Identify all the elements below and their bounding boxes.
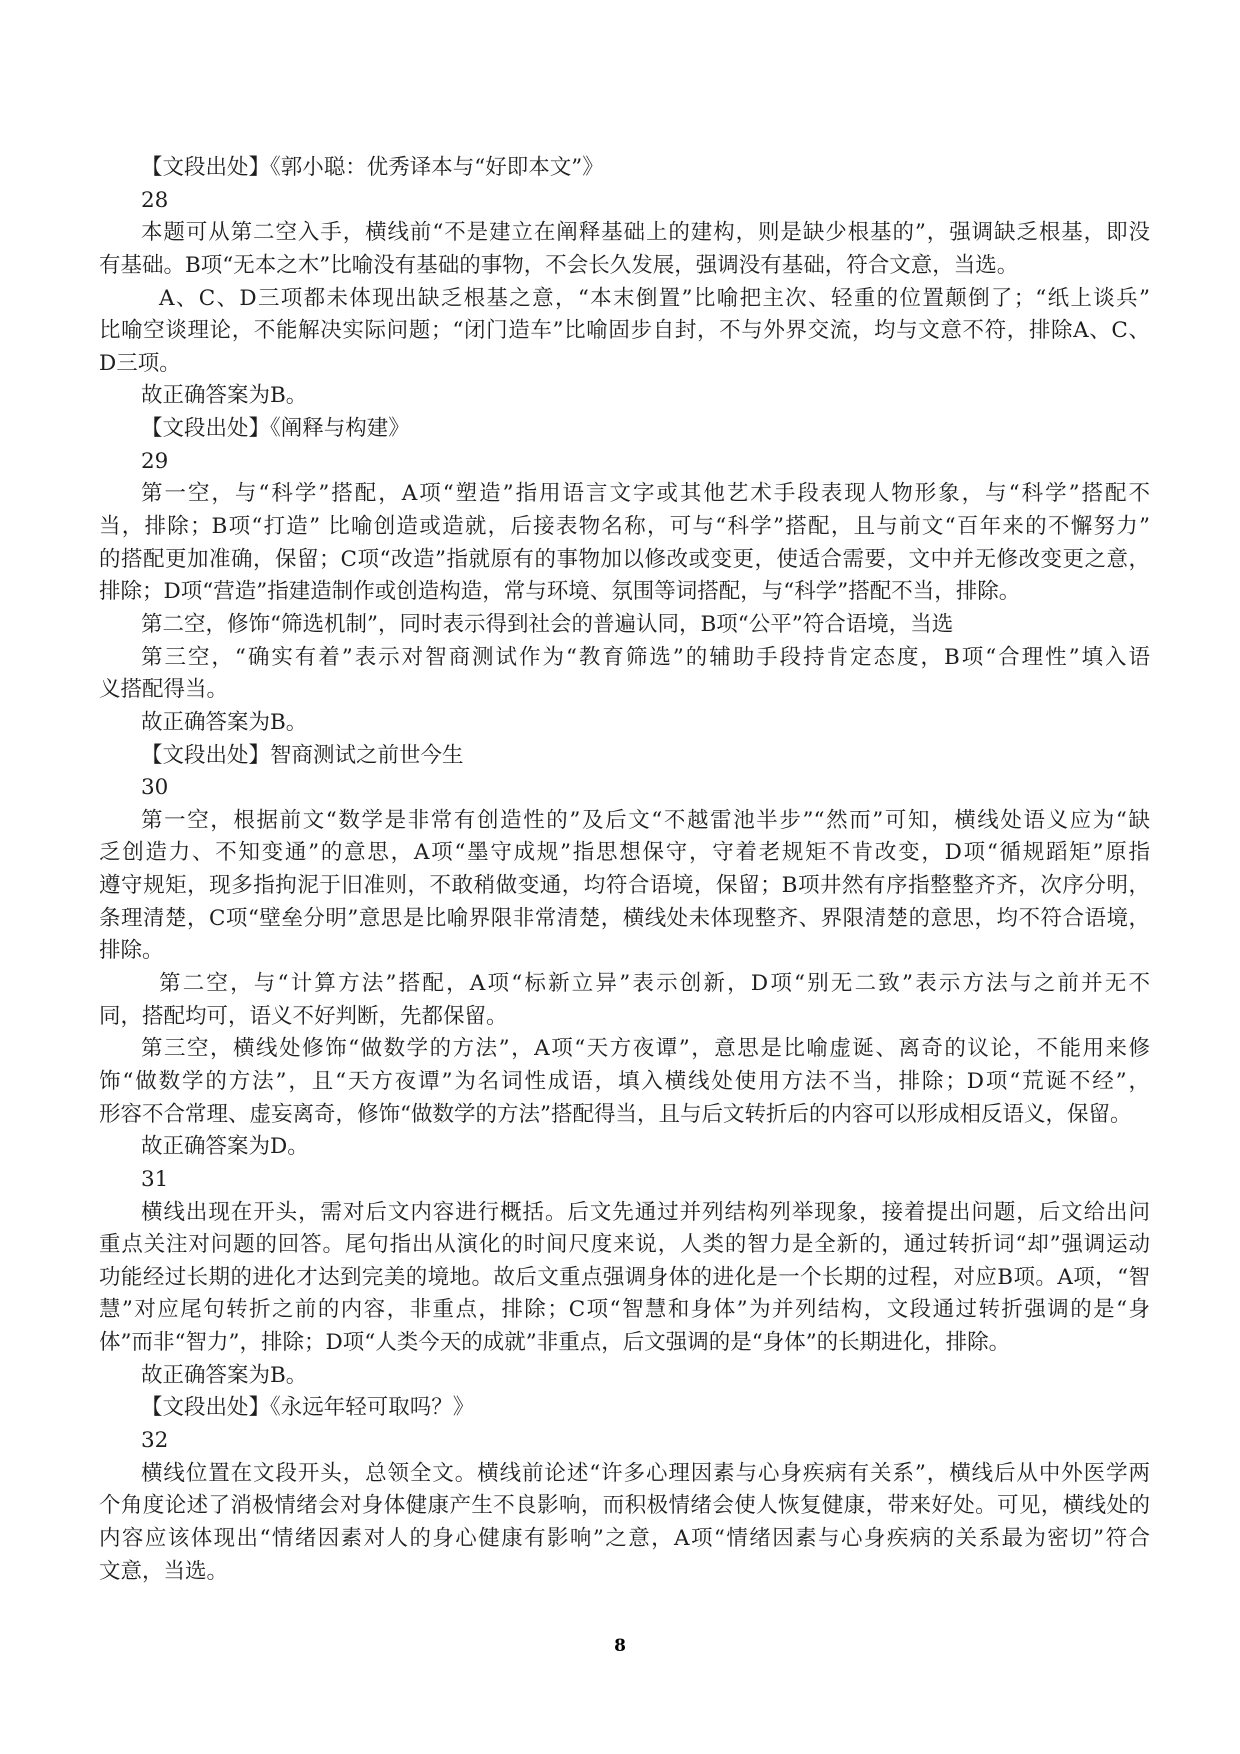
text-line: 第一空，根据前文“数学是非常有创造性的”及后文“不越雷池半步”“然而”可知，横线处语义应为“缺 (141, 807, 1150, 833)
paragraph (99, 446, 1150, 479)
paragraph (99, 740, 1150, 773)
text-line: 排除；D项“营造”指建造制作或创造构造，常与环境、氛围等词搭配，与“科学”搭配不当，排除。 (99, 579, 1021, 605)
text-line: 第三空，横线处修饰“做数学的方法”，A项“天方夜谭”，意思是比喻虚诞、离奇的议论，不能用来修 (141, 1036, 1150, 1062)
text-line: 第一空，与“科学”搭配，A项“塑造”指用语言文字或其他艺术手段表现人物形象，与“科学”搭配不 (141, 481, 1150, 507)
text-line: 横线位置在文段开头，总领全文。横线前论述“许多心理因素与心身疾病有关系”，横线后从中外医学两 (141, 1460, 1150, 1486)
paragraph (99, 413, 1150, 446)
text-line: 故正确答案为D。 (141, 1134, 309, 1160)
paragraph (99, 1392, 1150, 1425)
paragraph (99, 478, 1150, 609)
text-line: 功能经过长期的进化才达到完美的境地。故后文重点强调身体的进化是一个长期的过程，对应B项。A项，“智 (99, 1264, 1150, 1290)
text-line: 排除。 (99, 938, 164, 964)
text-line: 遵守规矩，现多指拘泥于旧准则，不敢稍做变通，均符合语境，保留；B项井然有序指整整齐齐，次序分明， (99, 873, 1150, 899)
text-line: 32 (141, 1427, 169, 1453)
text-line: 30 (141, 775, 169, 801)
text-line: 比喻空谈理论，不能解决实际问题；“闭门造车”比喻固步自封，不与外界交流，均与文意不符，排除A、C、 (99, 318, 1150, 344)
text-line: 有基础。B项“无本之木”比喻没有基础的事物，不会长久发展，强调没有基础，符合文意，当选。 (99, 252, 1019, 278)
text-line: 第三空，“确实有着”表示对智商测试作为“教育筛选”的辅助手段持肯定态度，B项“合理性”填入语 (141, 644, 1150, 670)
text-line: 故正确答案为B。 (141, 1362, 308, 1388)
text-line: 第二空，与“计算方法”搭配，A项“标新立异”表示创新，D项“别无二致”表示方法与之前并无不 (159, 971, 1150, 997)
text-line: 故正确答案为B。 (141, 709, 308, 735)
paragraph (99, 1458, 1150, 1589)
paragraph (99, 805, 1150, 968)
text-line: 同，搭配均可，语义不好判断，先都保留。 (99, 1003, 508, 1029)
paragraph (99, 1131, 1150, 1164)
page-number: 8 (614, 1636, 626, 1656)
text-line: 饰“做数学的方法”，且“天方夜谭”为名词性成语，填入横线处使用方法不当，排除；D项“荒诞不经”， (99, 1068, 1150, 1094)
text-line: 【文段出处】《阐释与构建》 (141, 416, 410, 442)
text-line: 当，排除；B项“打造” 比喻创造或造就，后接表物名称，可与“科学”搭配，且与前文“百年来的不懈努力” (99, 514, 1150, 540)
text-line: 义搭配得当。 (99, 677, 229, 703)
text-line: 横线出现在开头，需对后文内容进行概括。后文先通过并列结构列举现象，接着提出问题，后文给出问 (141, 1199, 1150, 1225)
text-line: 条理清楚，C项“壁垒分明”意思是比喻界限非常清楚，横线处未体现整齐、界限清楚的意思，均不符合语境， (99, 905, 1150, 931)
text-line: 第二空，修饰“筛选机制”，同时表示得到社会的普遍认同，B项“公平”符合语境，当选 (141, 611, 954, 637)
paragraph (99, 152, 1150, 185)
text-line: 乏创造力、不知变通”的意思，A项“墨守成规”指思想保守，守着老规矩不肯改变，D项“循规蹈矩”原指 (99, 840, 1150, 866)
paragraph (99, 1197, 1150, 1360)
text-line: 重点关注对问题的回答。尾句指出从演化的时间尺度来说，人类的智力是全新的，通过转折词“却”强调运动 (99, 1232, 1150, 1258)
text-line: 的搭配更加准确，保留；C项“改造”指就原有的事物加以修改或变更，使适合需要，文中并无修改变更之意， (99, 546, 1150, 572)
document-body (99, 152, 1150, 1588)
text-line: 【文段出处】《永远年轻可取吗？》 (141, 1395, 475, 1421)
text-line: 故正确答案为B。 (141, 383, 308, 409)
paragraph (99, 707, 1150, 740)
text-line: 本题可从第二空入手，横线前“不是建立在阐释基础上的建构，则是缺少根基的”，强调缺乏根基，即没 (141, 220, 1150, 246)
paragraph (99, 380, 1150, 413)
text-line: 体”而非“智力”，排除；D项“人类今天的成就”非重点，后文强调的是“身体”的长期进化，排除。 (99, 1330, 1011, 1356)
text-line: 内容应该体现出“情绪因素对人的身心健康有影响”之意，A项“情绪因素与心身疾病的关系最为密切”符合 (99, 1525, 1150, 1551)
text-line: 29 (141, 448, 169, 474)
text-line: 31 (141, 1166, 169, 1192)
paragraph (99, 1360, 1150, 1393)
text-line: 文意，当选。 (99, 1558, 229, 1584)
text-line: 【文段出处】《郭小聪：优秀译本与“好即本文”》 (141, 155, 604, 180)
paragraph (99, 185, 1150, 218)
paragraph (99, 642, 1150, 707)
paragraph (99, 1033, 1150, 1131)
text-line: 个角度论述了消极情绪会对身体健康产生不良影响，而积极情绪会使人恢复健康，带来好处。可见，横线处的 (99, 1493, 1150, 1519)
paragraph (99, 968, 1150, 1033)
paragraph (99, 217, 1150, 282)
paragraph (99, 1425, 1150, 1458)
paragraph (99, 772, 1150, 805)
paragraph (99, 1164, 1150, 1197)
paragraph (99, 609, 1150, 642)
text-line: 【文段出处】智商测试之前世今生 (141, 742, 464, 768)
text-line: 慧”对应尾句转折之前的内容，非重点，排除；C项“智慧和身体”为并列结构，文段通过转折强调的是“身 (99, 1297, 1150, 1323)
text-line: 28 (141, 187, 169, 213)
text-line: D三项。 (99, 350, 181, 376)
text-line: A、C、D三项都未体现出缺乏根基之意，“本末倒置”比喻把主次、轻重的位置颠倒了；“纸上谈兵” (159, 285, 1150, 311)
text-line: 形容不合常理、虚妄离奇，修饰“做数学的方法”搭配得当，且与后文转折后的内容可以形成相反语义，保留。 (99, 1101, 1132, 1127)
paragraph (99, 283, 1150, 381)
